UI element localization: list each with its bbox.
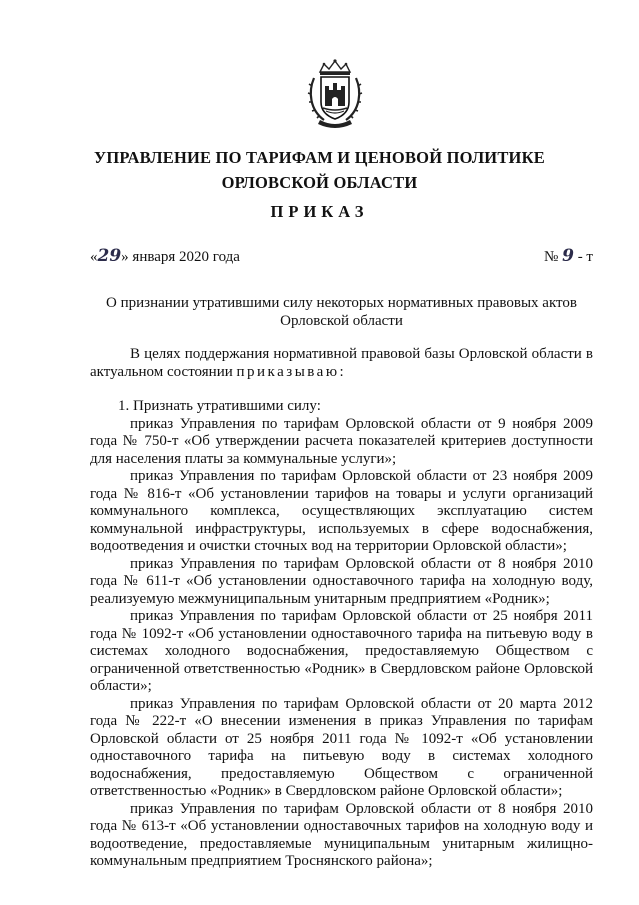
number-handwritten: 9	[562, 246, 574, 266]
coat-of-arms-icon	[306, 58, 364, 128]
repealed-order-5: приказ Управления по тарифам Орловской области от 20 марта 2012 года № 222-т «О внесении изменения в приказ Управления по тарифам Орловской области от 25 ноября 2011 года № 1092-т «Об установлении одноставочного тарифа на питьевую воду в системах холодного водоснабжения, предоставляемую Обществом с ограниченной ответственностью «Родник» в Свердловском районе Орловской области»;	[90, 695, 593, 799]
list-item-1: 1. Признать утратившими силу:	[118, 398, 321, 414]
document-subject: О признании утратившими силу некоторых нормативных правовых актов Орловской области	[106, 295, 577, 329]
repealed-order-1: приказ Управления по тарифам Орловской области от 9 ноября 2009 года № 750-т «Об утверждении расчета показателей критериев доступности для населения платы за коммунальные услуги»;	[90, 415, 593, 467]
intro-paragraph	[90, 346, 593, 381]
number-suffix: - т	[573, 249, 593, 265]
intro-text: В целях поддержания нормативной правовой базы Орловской области в актуальном состоянии	[90, 346, 593, 380]
date-open-quote: «	[90, 249, 98, 265]
date-day-handwritten: 29	[97, 246, 122, 266]
organization-name-line1: УПРАВЛЕНИЕ ПО ТАРИФАМ И ЦЕНОВОЙ ПОЛИТИКЕ	[94, 148, 545, 167]
repealed-order-3: приказ Управления по тарифам Орловской области от 8 ноября 2010 года № 611-т «Об установлении одноставочного тарифа на холодную воду, реализуемую межмуниципальным унитарным предприятием «Родник»;	[90, 555, 593, 607]
repealed-order-6: приказ Управления по тарифам Орловской области от 8 ноября 2010 года № 613-т «Об установлении одноставочных тарифов на холодную воду и водоотведение, предоставляемые муниципальным унитарным жилищно-коммунальным предприятием Троснянского района»;	[90, 800, 593, 869]
document-number	[544, 246, 593, 266]
document-body	[90, 346, 593, 871]
repealed-order-2: приказ Управления по тарифам Орловской области от 23 ноября 2009 года № 816-т «Об установлении тарифов на товары и услуги организаций коммунального комплекса, осуществляющих эксплуатацию систем коммунальной инфраструктуры, используемых в сфере водоснабжения, водоотведения и очистки сточных вод на территории Орловской области»;	[90, 468, 593, 554]
date-month-year: » января 2020 года	[121, 249, 240, 265]
number-prefix: №	[544, 249, 559, 265]
document-date	[90, 246, 240, 266]
document-title: ПРИКАЗ	[270, 202, 369, 221]
organization-name-line2: ОРЛОВСКОЙ ОБЛАСТИ	[221, 173, 418, 192]
order-word: приказываю:	[236, 363, 347, 380]
repealed-order-4: приказ Управления по тарифам Орловской области от 25 ноября 2011 года № 1092-т «Об установлении одноставочного тарифа на питьевую воду в системах холодного водоснабжения, предоставляемую Обществом с ограниченной ответственностью «Родник» в Свердловском районе Орловской области»;	[90, 608, 593, 694]
